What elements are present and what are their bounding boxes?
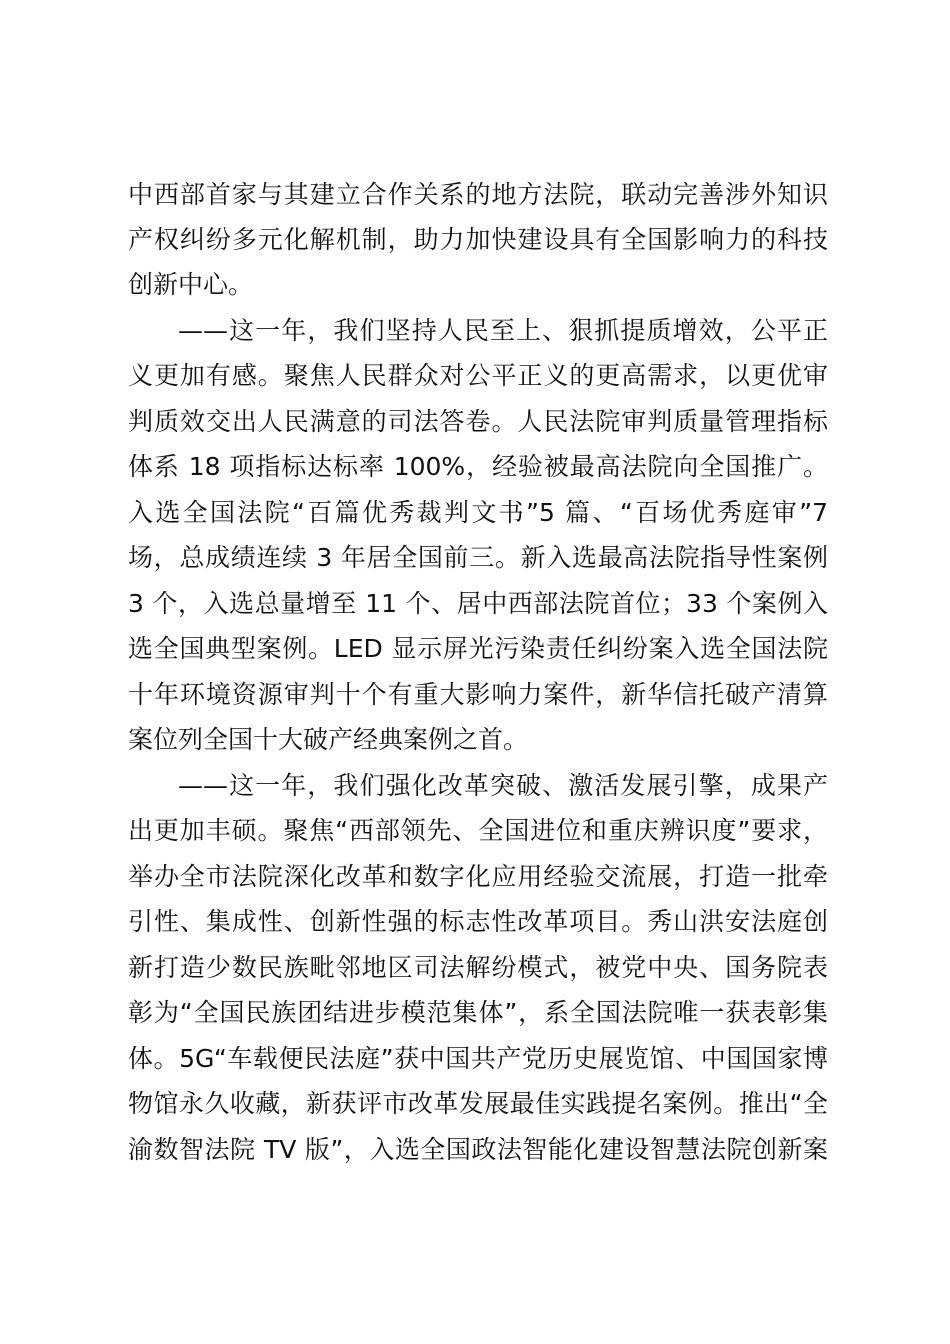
text-line: 入选全国法院“百篇优秀裁判文书”5 篇、“百场优秀庭审”7 — [128, 498, 828, 527]
text-line: 体。5G“车载便民法庭”获中国共产党历史展览馆、中国国家博 — [128, 1044, 828, 1073]
text-line: 义更加有感。聚焦人民群众对公平正义的更高需求，以更优审 — [128, 361, 828, 390]
text-line: 举办全市法院深化改革和数字化应用经验交流展，打造一批牵 — [128, 862, 828, 891]
text-line: 中西部首家与其建立合作关系的地方法院，联动完善涉外知识 — [128, 180, 828, 209]
text-line: 判质效交出人民满意的司法答卷。人民法院审判质量管理指标 — [128, 407, 828, 436]
text-line: 产权纠纷多元化解机制，助力加快建设具有全国影响力的科技 — [128, 225, 828, 254]
text-line: 3 个，入选总量增至 11 个、居中西部法院首位；33 个案例入 — [128, 589, 828, 618]
text-line: 彰为“全国民族团结进步模范集体”，系全国法院唯一获表彰集 — [128, 998, 828, 1027]
text-line: 创新中心。 — [128, 270, 254, 299]
text-line: 十年环境资源审判十个有重大影响力案件，新华信托破产清算 — [128, 680, 828, 709]
text-line: 物馆永久收藏，新获评市改革发展最佳实践提名案例。推出“全 — [128, 1089, 828, 1118]
text-line: 渝数智法院 TV 版”，入选全国政法智能化建设智慧法院创新案 — [128, 1135, 828, 1164]
text-line: 出更加丰硕。聚焦“西部领先、全国进位和重庆辨识度”要求， — [128, 816, 828, 845]
text-line: 选全国典型案例。LED 显示屏光污染责任纠纷案入选全国法院 — [128, 634, 828, 663]
paragraph-start-line: ——这一年，我们强化改革突破、激活发展引擎，成果产 — [178, 771, 828, 800]
text-line: 场，总成绩连续 3 年居全国前三。新入选最高法院指导性案例 — [128, 543, 828, 572]
text-line: 新打造少数民族毗邻地区司法解纷模式，被党中央、国务院表 — [128, 953, 828, 982]
text-line: 体系 18 项指标达标率 100%，经验被最高法院向全国推广。 — [128, 452, 828, 481]
text-line: 案位列全国十大破产经典案例之首。 — [128, 725, 529, 754]
text-line: 引性、集成性、创新性强的标志性改革项目。秀山洪安法庭创 — [128, 907, 828, 936]
paragraph-start-line: ——这一年，我们坚持人民至上、狠抓提质增效，公平正 — [178, 316, 828, 345]
